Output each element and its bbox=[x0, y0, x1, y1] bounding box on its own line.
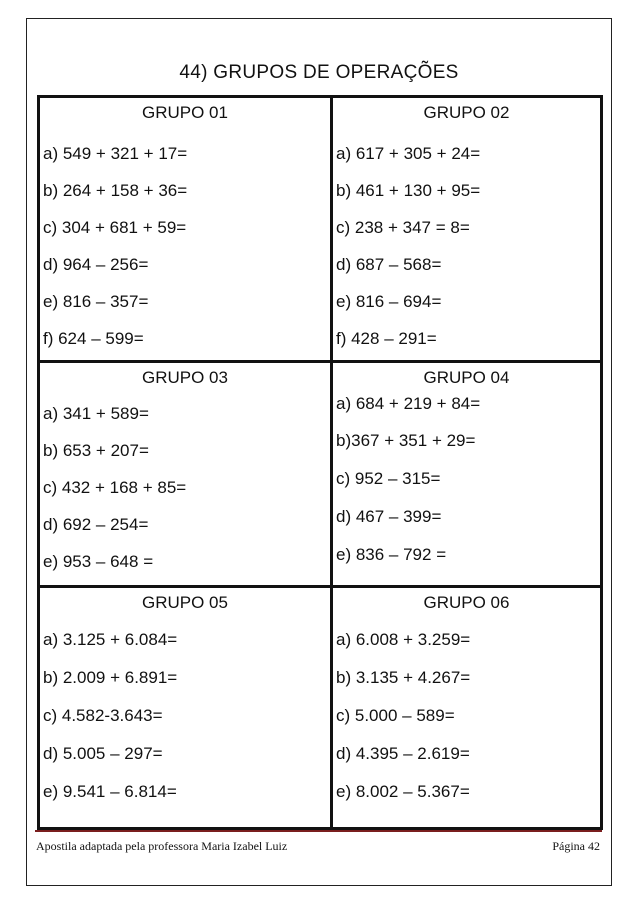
operation-item: f) 624 – 599= bbox=[43, 329, 144, 348]
group-cell-05 bbox=[40, 588, 330, 827]
operation-item: d) 692 – 254= bbox=[43, 515, 149, 534]
group-title: GRUPO 05 bbox=[142, 593, 228, 612]
operation-item: d) 467 – 399= bbox=[336, 507, 442, 526]
footer-author: Apostila adaptada pela professora Maria Izabel Luiz bbox=[36, 839, 288, 853]
operation-item: b) 2.009 + 6.891= bbox=[43, 668, 178, 687]
operation-item: d) 4.395 – 2.619= bbox=[336, 744, 470, 763]
groups-table bbox=[37, 95, 603, 830]
operation-item: c) 238 + 347 = 8= bbox=[336, 218, 470, 237]
group-title: GRUPO 02 bbox=[423, 103, 510, 122]
operation-item: f) 428 – 291= bbox=[336, 329, 437, 348]
page-title: 44) GRUPOS DE OPERAÇÕES bbox=[179, 62, 459, 83]
operation-item: d) 964 – 256= bbox=[43, 255, 149, 274]
operation-item: a) 684 + 219 + 84= bbox=[336, 394, 481, 413]
operation-item: a) 3.125 + 6.084= bbox=[43, 630, 178, 649]
operation-item: b)367 + 351 + 29= bbox=[336, 431, 476, 450]
operation-item: d) 687 – 568= bbox=[336, 255, 442, 274]
operation-item: c) 304 + 681 + 59= bbox=[43, 218, 187, 237]
operation-item: a) 6.008 + 3.259= bbox=[336, 630, 471, 649]
operation-item: b) 3.135 + 4.267= bbox=[336, 668, 471, 687]
group-cell-01 bbox=[40, 98, 330, 360]
group-cell-03 bbox=[40, 363, 330, 585]
operation-item: b) 653 + 207= bbox=[43, 441, 149, 460]
operation-item: c) 4.582-3.643= bbox=[43, 706, 163, 725]
group-title: GRUPO 06 bbox=[423, 593, 510, 612]
operation-item: e) 816 – 694= bbox=[336, 292, 442, 311]
group-cell-04 bbox=[333, 363, 600, 585]
footer-divider bbox=[35, 830, 602, 832]
group-cell-02 bbox=[333, 98, 600, 360]
operation-item: d) 5.005 – 297= bbox=[43, 744, 163, 763]
operation-item: e) 9.541 – 6.814= bbox=[43, 782, 177, 801]
operation-item: e) 953 – 648 = bbox=[43, 552, 154, 571]
operation-item: c) 432 + 168 + 85= bbox=[43, 478, 187, 497]
operation-item: c) 5.000 – 589= bbox=[336, 706, 455, 725]
operation-item: c) 952 – 315= bbox=[336, 469, 441, 488]
group-title: GRUPO 04 bbox=[423, 368, 510, 387]
operation-item: a) 549 + 321 + 17= bbox=[43, 144, 188, 163]
operation-item: b) 264 + 158 + 36= bbox=[43, 181, 188, 200]
operation-item: e) 816 – 357= bbox=[43, 292, 149, 311]
operation-item: b) 461 + 130 + 95= bbox=[336, 181, 481, 200]
operation-item: e) 836 – 792 = bbox=[336, 545, 447, 564]
group-title: GRUPO 03 bbox=[142, 368, 228, 387]
operation-item: a) 341 + 589= bbox=[43, 404, 149, 423]
operation-item: a) 617 + 305 + 24= bbox=[336, 144, 481, 163]
group-cell-06 bbox=[333, 588, 600, 827]
footer-page-number: Página 42 bbox=[552, 839, 600, 853]
group-title: GRUPO 01 bbox=[142, 103, 228, 122]
operation-item: e) 8.002 – 5.367= bbox=[336, 782, 470, 801]
